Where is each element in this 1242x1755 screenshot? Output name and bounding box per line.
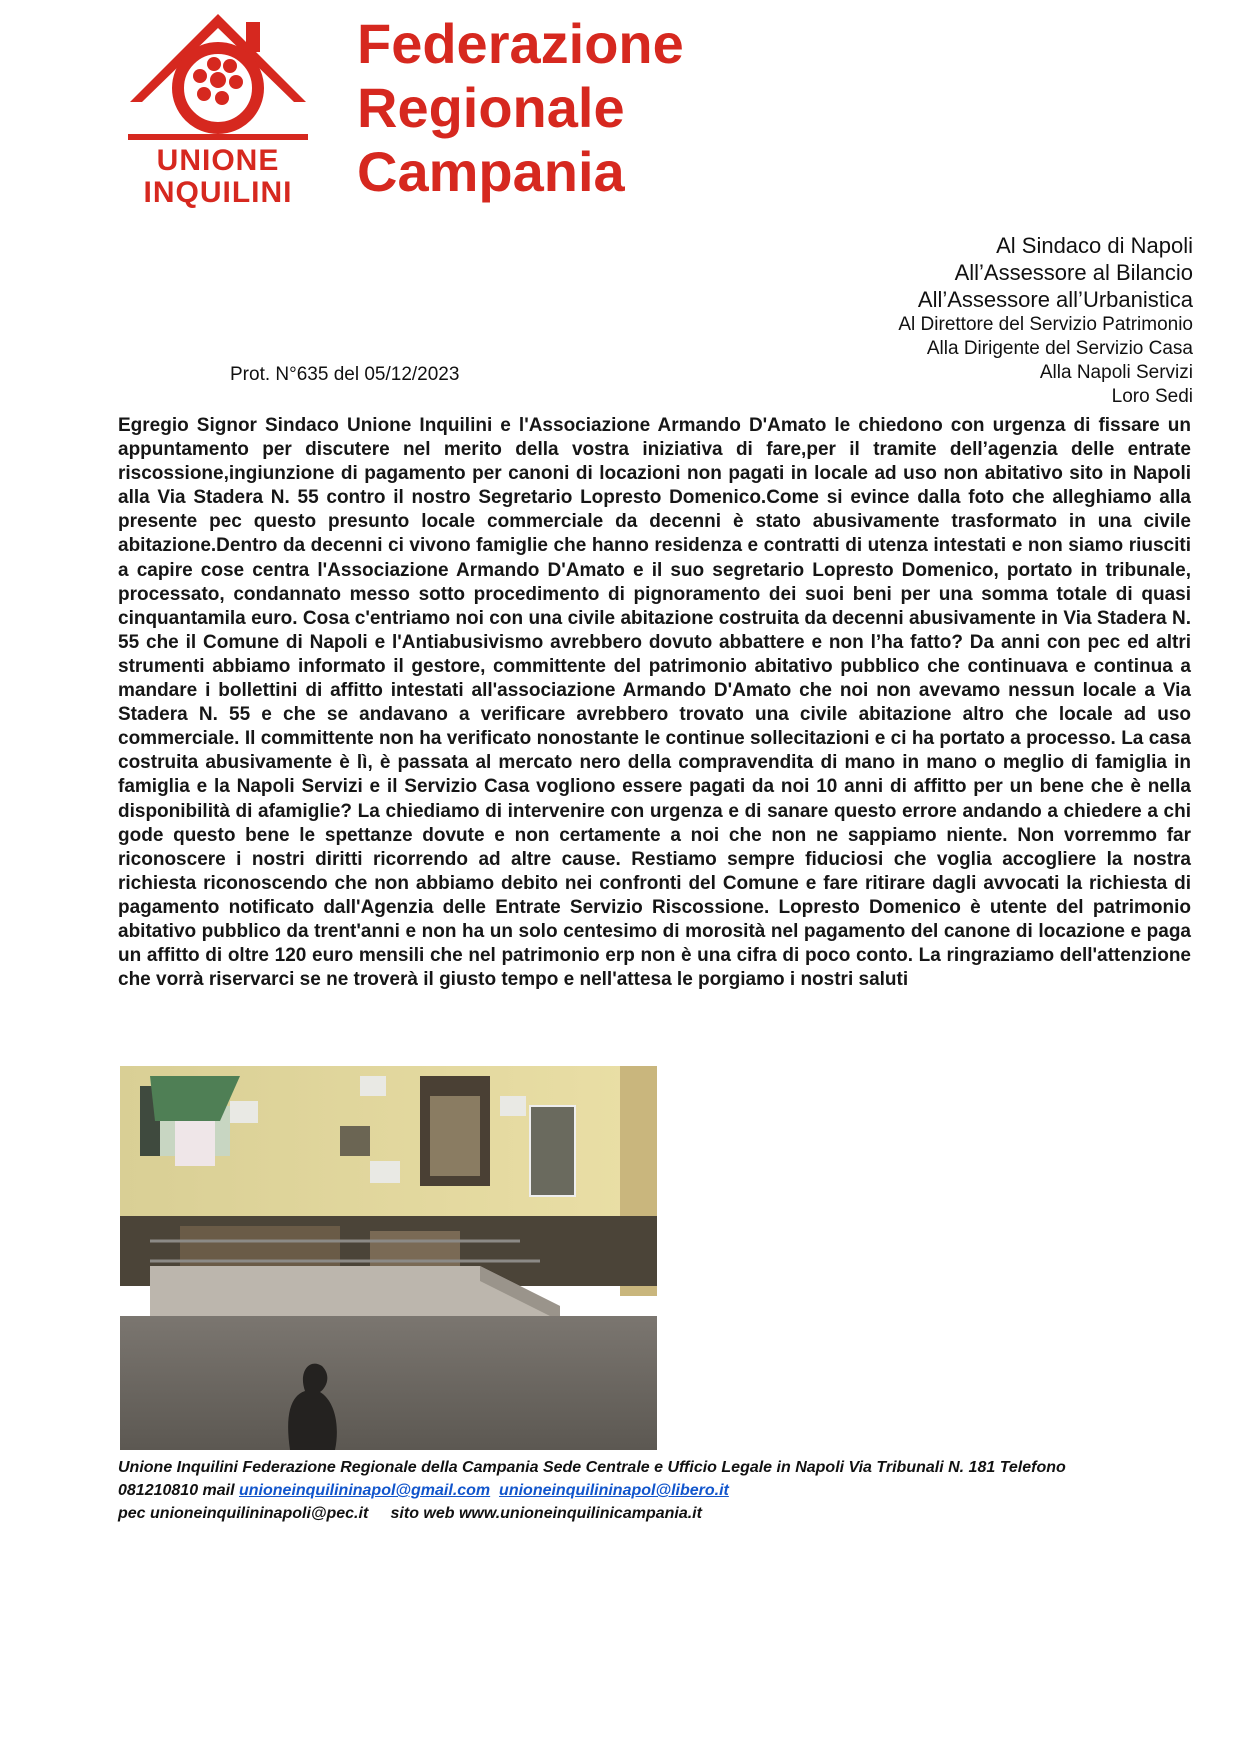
recipient: Al Sindaco di Napoli [996, 233, 1193, 258]
logo-wordmark [125, 145, 311, 209]
recipient: Al Direttore del Servizio Patrimonio [898, 314, 1193, 335]
footer-address: Unione Inquilini Federazione Regionale della Campania Sede Centrale e Ufficio Legale in Napoli Via Tribunali N. 181 Telefono [118, 1459, 1066, 1476]
recipients-block [898, 232, 1193, 409]
logo-line-1: UNIONE [156, 144, 280, 177]
footer-website: sito web www.unioneinquilinicampania.it [390, 1505, 702, 1522]
footer-contacts [118, 1479, 1198, 1502]
title-line-2: Regionale [357, 76, 625, 139]
logo-line-2: INQUILINI [143, 176, 293, 209]
email-link-libero[interactable]: unioneinquilininapol@libero.it [499, 1482, 729, 1499]
federation-title [357, 12, 684, 204]
footer-pec-web [118, 1502, 1198, 1525]
email-link-gmail[interactable]: unioneinquilininapol@gmail.com [239, 1482, 491, 1499]
recipient: All’Assessore al Bilancio [954, 260, 1193, 285]
footer-phone-mail: 081210810 mail [118, 1482, 239, 1499]
recipient: Loro Sedi [1111, 386, 1193, 407]
title-line-3: Campania [357, 140, 625, 203]
recipient: Alla Napoli Servizi [1039, 362, 1193, 383]
recipient: All’Assessore all’Urbanistica [917, 287, 1193, 312]
title-line-1: Federazione [357, 12, 684, 75]
protocol-number: Prot. N°635 del 05/12/2023 [230, 364, 460, 385]
building-photo [120, 1066, 657, 1450]
recipient: Alla Dirigente del Servizio Casa [926, 338, 1193, 359]
footer-pec: pec unioneinquilininapoli@pec.it [118, 1505, 369, 1522]
letter-body: Egregio Signor Sindaco Unione Inquilini e l'Associazione Armando D'Amato le chiedono con urgenza di fissare un appuntamento per discutere nel merito della vostra iniziativa di fare,per il tramite dell’agenzia delle entrate riscossione,ingiunzione di pagamento per canoni di locazioni non pagati in locale ad uso non abitativo sito in Napoli alla Via Stadera N. 55 contro il nostro Segretario Lopresto Domenico.Come si evince dalla foto che alleghiamo alla presente pec questo presunto locale commerciale da decenni è stato abusivamente trasformato in una civile abitazione.Dentro da decenni ci vivono famiglie che hanno residenza e contratti di utenza intestati e non siamo riusciti a capire cose centra l'Associazione Armando D'Amato e il suo segretario Lopresto Domenico, portato in tribunale, processato, condannato messo sotto procedimento di pignoramento dei suoi beni per una somma totale di quasi cinquantamila euro. Cosa c'entriamo noi con una civile abitazione costruita da decenni abusivamente in Via Stadera N. 55 che il Comune di Napoli e l'Antiabusivismo avrebbero dovuto abbattere e non l’ha fatto? Da anni con pec ed altri strumenti abbiamo informato il gestore, committente del patrimonio abitativo pubblico che continuava e continua a mandare i bollettini di affitto intestati all'associazione Armando D'Amato che noi non avevamo nessun locale a Via Stadera N. 55 e che se andavano a verificare avrebbero trovato una civile abitazione altro che locale ad uso commerciale. Il committente non ha verificato nonostante le continue sollecitazioni e ci ha portato a processo. La casa costruita abusivamente è lì, è passata al mercato nero della compravendita di mano in mano o meglio di famiglia in famiglia e la Napoli Servizi e il Servizio Casa vogliono essere pagati da noi 10 anni di affitto per un bene che è nella disponibilità di afamiglie? La chiediamo di intervenire con urgenza e di sanare questo errore andando a chiedere a chi gode questo bene le spettanze dovute e non certamente a noi che non ne sappiamo niente. Non vorremmo far riconoscere i nostri diritti ricorrendo ad altre cause. Restiamo sempre fiduciosi che voglia accogliere la nostra richiesta riconoscendo che non abbiamo debito nei confronti del Comune e fare ritirare dagli avvocati la richiesta di pagamento notificato dall'Agenzia delle Entrate Servizio Riscossione. Lopresto Domenico è utente del patrimonio abitativo pubblico da trent'anni e non ha un solo centesimo di morosità nel pagamento del canone di locazione e paga un affitto di oltre 120 euro mensili che nel patrimonio erp non è una cifra di poco conto. La ringraziamo dell'attenzione che vorrà riservarci se ne troverà il giusto tempo e nell'attesa le porgiamo i nostri saluti [118, 415, 1191, 991]
letter-footer [118, 1456, 1198, 1525]
